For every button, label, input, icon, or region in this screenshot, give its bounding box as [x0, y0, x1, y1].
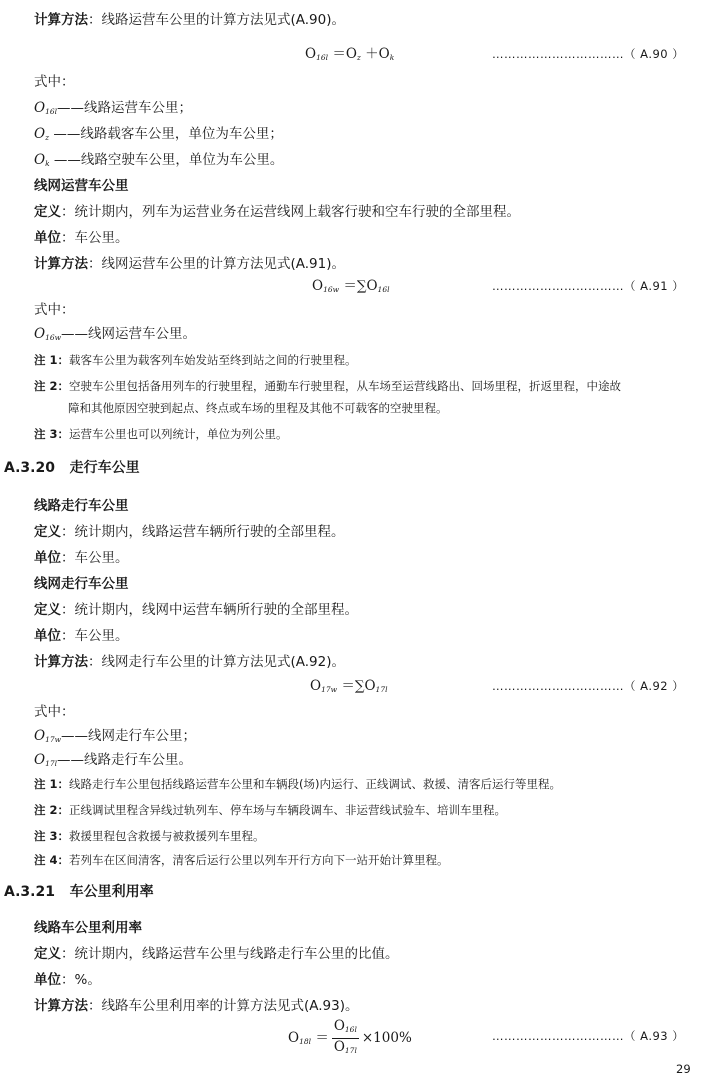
formula-a91: $O_{16w} =\sum O_{16l}$ [312, 278, 390, 294]
equation-number-a93: ……………………………（ A.93 ） [492, 1029, 685, 1043]
formula-a93: $O_{18l}$ ＝ $\frac{O_{16l}}{O_{17l}}$ ×100% [288, 1018, 412, 1060]
def-o16w: $O_{16w}——$线网运营车公里。 [34, 326, 197, 342]
note-1: 注 1：线路走行车公里包括线路运营车公里和车辆段(场)内运行、正线调试、救援、清客后运行等里程。 [34, 777, 561, 791]
equation-number-a90: ……………………………（ A.90 ） [492, 47, 685, 61]
def-o16l: $O_{16l}——$线路运营车公里； [34, 100, 193, 116]
def-oz: $O_z$ ——线路载客车公里，单位为车公里； [34, 126, 283, 142]
note-3: 注 3：运营车公里也可以列统计，单位为列公里。 [34, 427, 288, 441]
equation-number-a92: ……………………………（ A.92 ） [492, 679, 685, 693]
formula-a90: $O_{16l} =O_z +O_k$ [305, 46, 395, 62]
net-operating-km-definition: 定义：统计期内，列车为运营业务在运营线网上载客行驶和空车行驶的全部里程。 [34, 204, 520, 220]
calc-method-a93: 计算方法：线路车公里利用率的计算方法见式(A.93)。 [34, 998, 359, 1014]
line-running-km-definition: 定义：统计期内，线路运营车辆所行驶的全部里程。 [34, 524, 345, 540]
line-km-utilization-definition: 定义：统计期内，线路运营车公里与线路走行车公里的比值。 [34, 946, 399, 962]
line-km-utilization-title: 线路车公里利用率 [34, 920, 142, 936]
net-running-km-unit: 单位：车公里。 [34, 628, 129, 644]
equation-number-a91: ……………………………（ A.91 ） [492, 279, 685, 293]
calc-text: ：线路运营车公里的计算方法见式(A.90)。 [88, 12, 346, 28]
net-operating-km-unit: 单位：车公里。 [34, 230, 129, 246]
where-label: 式中： [34, 302, 75, 318]
calc-method-a91: 计算方法：线网运营车公里的计算方法见式(A.91)。 [34, 256, 346, 272]
note-2-continued: 障和其他原因空驶到起点、终点或车场的里程及其他不可载客的空驶里程。 [68, 401, 448, 415]
section-heading-a320: A.3.20 走行车公里 [4, 460, 140, 476]
note-2: 注 2：空驶车公里包括备用列车的行驶里程，通勤车行驶里程，从车场至运营线路出、回场里程，折返里程，中途故 [34, 379, 622, 393]
where-label: 式中： [34, 704, 75, 720]
calc-label: 计算方法 [34, 12, 88, 28]
note-4: 注 4：若列车在区间清客，清客后运行公里以列车开行方向下一站开始计算里程。 [34, 853, 449, 867]
note-3: 注 3：救援里程包含救援与被救援列车里程。 [34, 829, 265, 843]
page-number: 29 [676, 1062, 691, 1076]
line-running-km-title: 线路走行车公里 [34, 498, 129, 514]
fraction: $\frac{O_{16l}}{O_{17l}}$ [333, 1018, 357, 1055]
net-operating-km-title: 线网运营车公里 [34, 178, 129, 194]
note-2: 注 2：正线调试里程含异线过轨列车、停车场与车辆段调车、非运营线试验车、培训车里程。 [34, 803, 507, 817]
def-o17l: $O_{17l}——$线路走行车公里。 [34, 752, 193, 768]
note-1: 注 1：载客车公里为载客列车始发站至终到站之间的行驶里程。 [34, 353, 357, 367]
net-running-km-title: 线网走行车公里 [34, 576, 129, 592]
net-running-km-definition: 定义：统计期内，线网中运营车辆所行驶的全部里程。 [34, 602, 358, 618]
where-label: 式中： [34, 74, 75, 90]
line-running-km-unit: 单位：车公里。 [34, 550, 129, 566]
def-ok: $O_k$ ——线路空驶车公里，单位为车公里。 [34, 152, 284, 168]
def-o17w: $O_{17w}——$线网走行车公里； [34, 728, 197, 744]
formula-a92: $O_{17w} =\sum O_{17l}$ [310, 678, 388, 694]
calc-method-a90 [34, 10, 345, 30]
line-km-utilization-unit: 单位：%。 [34, 972, 101, 988]
calc-method-a92: 计算方法：线网走行车公里的计算方法见式(A.92)。 [34, 654, 346, 670]
section-heading-a321: A.3.21 车公里利用率 [4, 884, 154, 900]
